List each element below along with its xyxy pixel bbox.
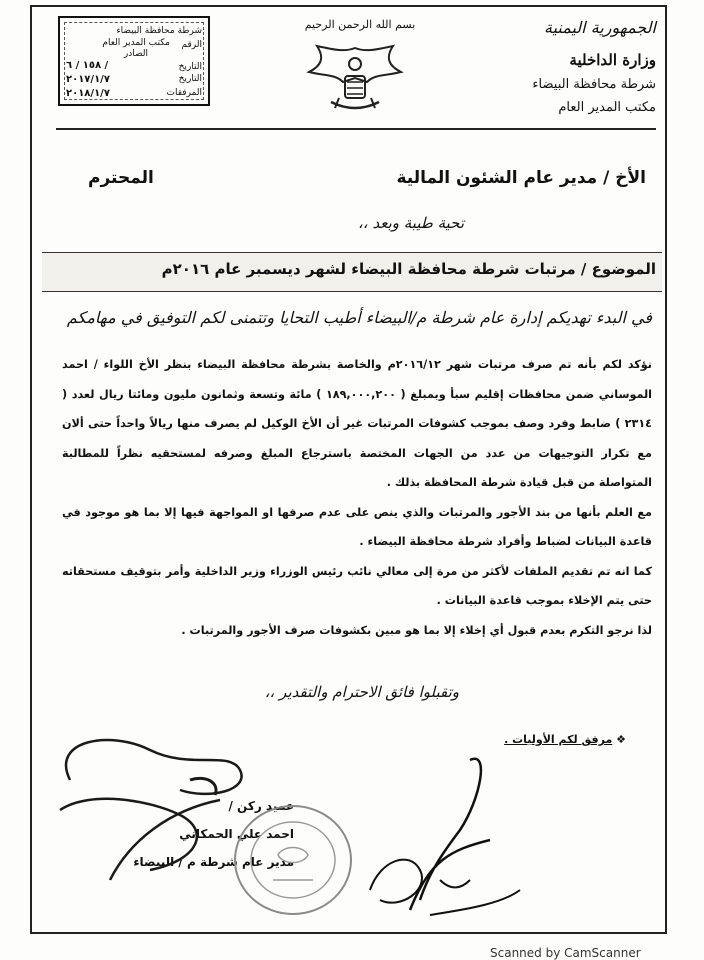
header-rule — [56, 128, 656, 130]
eagle-emblem-icon — [295, 38, 415, 118]
registration-stamp — [58, 16, 210, 106]
stamp-line-1: شرطة محافظة البيضاء — [116, 26, 202, 36]
republic-name: الجمهورية اليمنية — [543, 18, 656, 37]
letter-body — [62, 350, 652, 645]
honorific: المحترم — [88, 168, 154, 188]
stamp-attach-value: ٢٠١٨/١/٧ — [66, 88, 110, 99]
stamp-date-value: ٢٠١٧/١/٧ — [66, 74, 110, 85]
bullet-icon: ❖ — [616, 733, 626, 746]
police-name: شرطة محافظة البيضاء — [532, 77, 656, 92]
handwritten-signature-icon — [30, 720, 260, 900]
official-seal-icon — [228, 800, 358, 920]
stamp-ref-label: الرقم — [181, 40, 202, 50]
signer-name: احمد علي الحمكاني — [179, 827, 294, 841]
body-paragraph-3: كما انه تم تقديم الملفات لأكثر من مرة إلى معالي نائب رئيس الوزراء وزير الداخلية وأمر بتوقيف مستحقاته حتى يتم الإخلاء بموجب قاعدة البيانات . — [62, 564, 652, 607]
stamp-line-2: مكتب المدير العام — [102, 38, 170, 48]
body-paragraph-1: نؤكد لكم بأنه تم صرف مرتبات شهر ٢٠١٦/١٢م والخاصة بشرطة محافظة البيضاء بنظر الأخ اللواء / احمد الموساني ضمن محافظات إقليم سبأ وبمبلغ ( ١٨٩,٠٠٠,٢٠٠ ) مائة وتسعة وثمانون مليون ومائتا ريال لعدد ( ٢٣١٤ ) ضابط وفرد وصف بموجب كشوفات المرتبات غير أن الأخ الوكيل لم يصرف منها ريالاً واحداً حتى ألان مع تكرار التوجيهات من عدد من الجهات المختصة باسترجاع المبلغ وصرفه لمستحقيه نظراً للمطالبة المتواصلة من قبل قيادة شرطة المحافظة بذلك . — [62, 358, 653, 489]
stamp-date-label: التاريخ — [178, 62, 202, 72]
signer-title: مدير عام شرطة م / البيضاء — [133, 855, 294, 869]
letterhead — [456, 18, 656, 115]
body-paragraph-2: مع العلم بأنها من بند الأجور والمرتبات والذي ينص على عدم صرفها او المواجهة فيها إلا بما هو موجود في قاعدة البيانات لضباط وأفراد شرطة محافظة البيضاء . — [62, 505, 652, 548]
body-paragraph-4: لذا نرجو التكرم بعدم قبول أي إخلاء إلا بما هو مبين بكشوفات صرف الأجور والمرتبات . — [181, 623, 652, 637]
opening-line: في البدء تهديكم إدارة عام شرطة م/البيضاء أطيب التحايا وتتمنى لكم التوفيق في مهامكم — [66, 308, 652, 327]
ministry-name: وزارة الداخلية — [569, 51, 656, 69]
attachment-text: مرفق لكم الأوليات . — [504, 733, 613, 746]
signer-rank: عميد ركن / — [228, 799, 294, 813]
closing-line: وتقبلوا فائق الاحترام والتقدير ،، — [264, 683, 459, 701]
addressee: الأخ / مدير عام الشئون المالية — [396, 168, 646, 188]
handwritten-note-icon — [350, 740, 530, 930]
bismillah: بسم الله الرحمن الرحيم — [304, 18, 416, 31]
scanner-watermark: Scanned by CamScanner — [490, 946, 641, 960]
stamp-line-3: الصادر — [123, 49, 148, 59]
stamp-ref-value: ١٥٨ / ٦ / — [66, 60, 109, 71]
stamp-date2-label: التاريخ — [178, 74, 202, 84]
stamp-attach-label: المرفقات — [166, 88, 202, 98]
greeting: تحية طيبة وبعد ،، — [358, 214, 464, 232]
subject-line: الموضوع / مرتبات شرطة محافظة البيضاء لشهر ديسمبر عام ٢٠١٦م — [161, 260, 656, 278]
office-name: مكتب المدير العام — [558, 100, 656, 115]
